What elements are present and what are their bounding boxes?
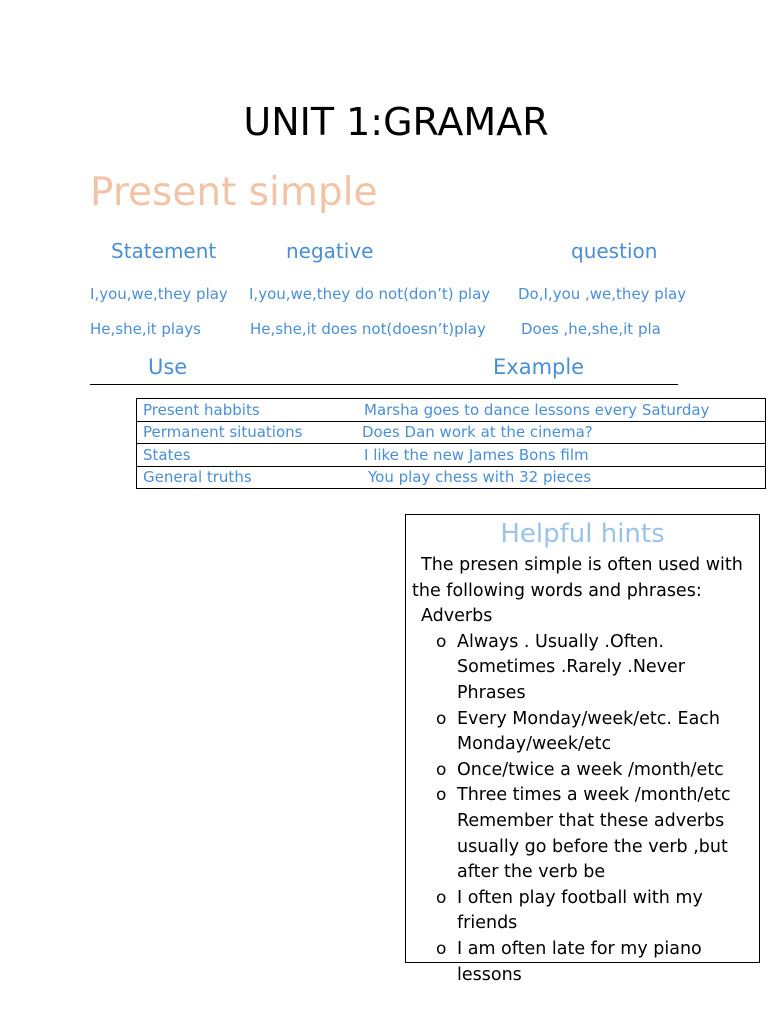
table-row <box>137 399 766 422</box>
section-title: Present simple <box>90 170 378 215</box>
list-item <box>412 937 758 988</box>
statement-header: Statement <box>111 239 217 263</box>
question-cell: Does ,he,she,it pla <box>521 320 661 338</box>
list-item <box>412 630 758 681</box>
table-row <box>137 444 766 467</box>
list-item-text: I often play football with my friends <box>457 887 703 934</box>
bullet-icon: o <box>436 708 447 729</box>
example-cell: Does Dan work at the cinema? <box>349 421 766 444</box>
list-item-text: Every Monday/week/etc. Each Monday/week/etc <box>457 708 721 755</box>
list-item-text: Always . Usually .Often. Sometimes .Rarely .Never <box>457 631 686 678</box>
example-header: Example <box>493 355 585 379</box>
hints-list <box>412 707 758 809</box>
hints-list <box>412 886 758 988</box>
table-row <box>137 466 766 489</box>
use-header: Use <box>148 355 188 379</box>
question-header: question <box>571 239 658 263</box>
use-cell: Permanent situations <box>137 421 350 444</box>
hints-list <box>412 630 758 681</box>
bullet-icon: o <box>436 938 447 959</box>
negative-header: negative <box>286 239 374 263</box>
list-item-text: I am often late for my piano lessons <box>457 938 702 985</box>
hints-title: Helpful hints <box>500 519 665 549</box>
bullet-icon: o <box>436 785 447 806</box>
use-example-table <box>136 398 766 489</box>
list-item <box>412 758 758 784</box>
hints-body <box>412 553 758 988</box>
bullet-icon: o <box>436 887 447 908</box>
phrases-label: Phrases <box>457 682 526 703</box>
unit-title: UNIT 1:GRAMAR <box>243 100 549 144</box>
bullet-icon: o <box>436 759 447 780</box>
example-cell: You play chess with 32 pieces <box>349 466 766 489</box>
example-cell: Marsha goes to dance lessons every Saturday <box>349 399 766 422</box>
remember-note: Remember that these adverbs usually go before the verb ,but after the verb be <box>457 810 728 883</box>
table-row <box>137 421 766 444</box>
list-item <box>412 886 758 937</box>
negative-cell: I,you,we,they do not(don’t) play <box>249 285 491 303</box>
example-cell: I like the new James Bons film <box>349 444 766 467</box>
list-item <box>412 707 758 758</box>
use-cell: States <box>137 444 350 467</box>
divider <box>90 384 678 385</box>
question-cell: Do,I,you ,we,they play <box>518 285 687 303</box>
list-item-text: Once/twice a week /month/etc <box>457 759 724 780</box>
bullet-icon: o <box>436 631 447 652</box>
hints-intro: The presen simple is often used with the following words and phrases: <box>412 555 743 601</box>
list-item-text: Three times a week /month/etc <box>457 785 731 806</box>
helpful-hints-box <box>405 514 760 985</box>
list-item <box>412 783 758 809</box>
use-cell: Present habbits <box>137 399 350 422</box>
statement-cell: He,she,it plays <box>90 320 201 338</box>
adverbs-label: Adverbs <box>421 606 493 627</box>
statement-cell: I,you,we,they play <box>90 285 228 303</box>
negative-cell: He,she,it does not(doesn’t)play <box>250 320 486 338</box>
use-cell: General truths <box>137 466 350 489</box>
